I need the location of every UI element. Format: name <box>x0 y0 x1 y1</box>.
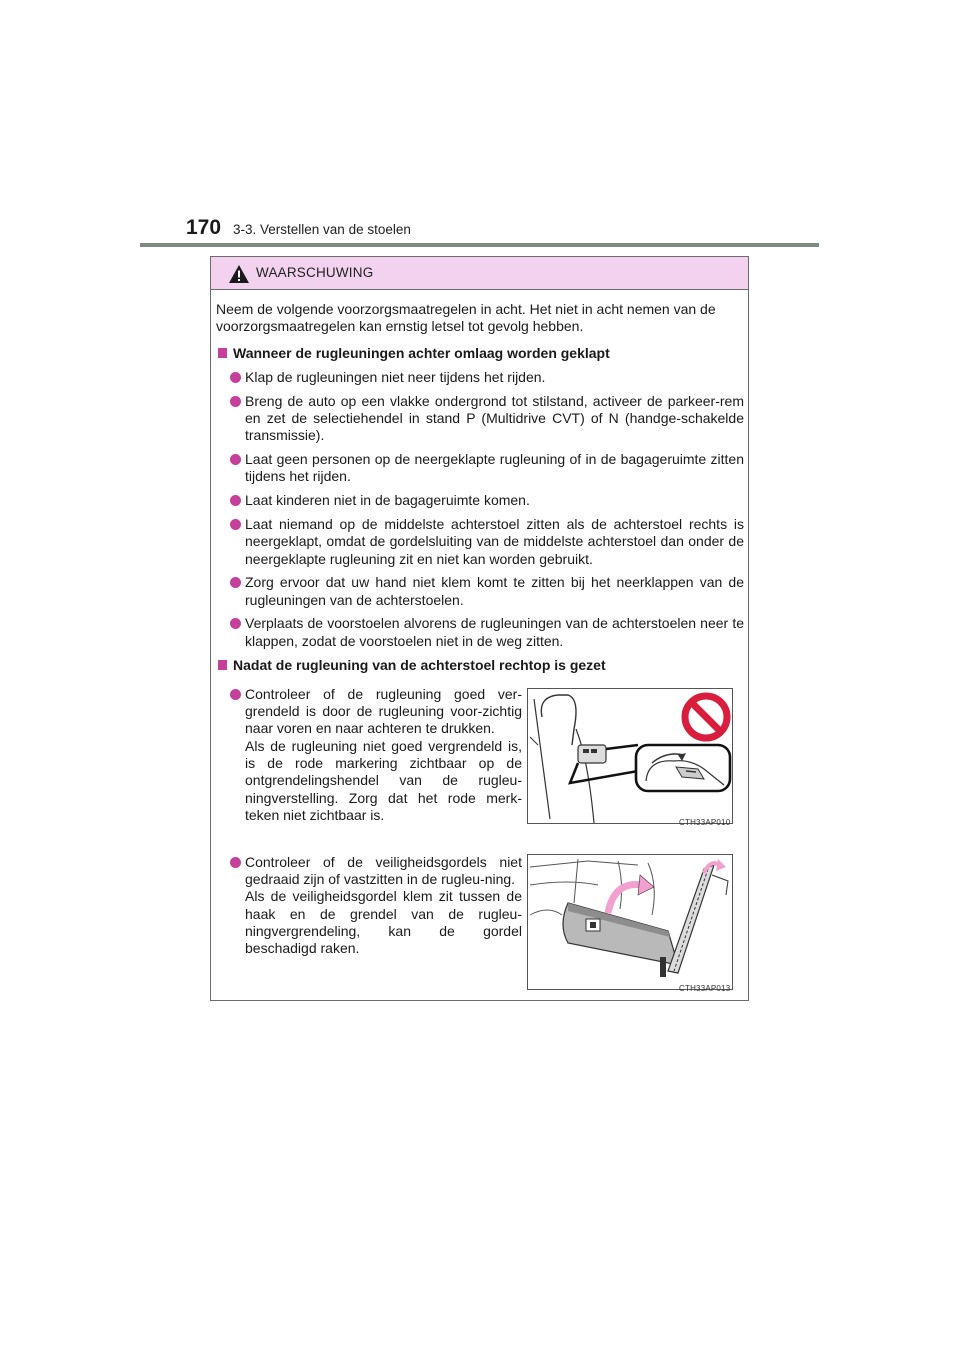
figure-item-lock-check <box>216 686 744 854</box>
square-bullet-icon <box>218 348 227 358</box>
warning-intro: Neem de volgende voorzorgsmaatregelen in acht. Het niet in acht nemen van de voorzorgsmaatregelen kan ernstig letsel tot gevolg hebben. <box>216 301 716 335</box>
round-bullet-icon <box>230 519 241 530</box>
list-item: Controleer of de rugleuning goed ver-grendeld is door de rugleuning voor-zichtig naar voren en naar achteren te drukken. Als de rugleuning niet goed vergrendeld is, is de rode markering zichtbaar op de ontgrendelingshendel van de rugleu-ningverstelling. Zorg dat het rode merk-teken niet zichtbaar is. <box>216 686 522 824</box>
figure-seatbelt <box>527 854 733 990</box>
list-item: Laat kinderen niet in de bagageruimte komen. <box>216 492 744 509</box>
warning-body <box>216 301 744 1004</box>
warning-box <box>210 256 749 1001</box>
section-title: 3-3. Verstellen van de stoelen <box>233 222 411 237</box>
warning-triangle-icon <box>228 264 250 284</box>
square-bullet-icon <box>218 660 227 670</box>
list-item: Verplaats de voorstoelen alvorens de rugleuningen van de achterstoelen neer te klappen, zodat de voorstoelen niet in de weg zitten. <box>216 615 744 650</box>
subheading-upright: Nadat de rugleuning van de achterstoel rechtop is gezet <box>216 657 744 674</box>
subheading-folding: Wanneer de rugleuningen achter omlaag worden geklapt <box>216 345 744 362</box>
seat-lock-lever-illustration <box>528 689 732 823</box>
list-item: Zorg ervoor dat uw hand niet klem komt te zitten bij het neerklappen van de rugleuningen van de achterstoelen. <box>216 574 744 609</box>
warning-header <box>211 257 748 290</box>
list-item: Laat geen personen op de neergeklapte rugleuning of in de bagageruimte zitten tijdens het rijden. <box>216 451 744 486</box>
figure-code: CTH33AP010 <box>679 817 731 827</box>
seatbelt-illustration <box>528 855 732 989</box>
round-bullet-icon <box>230 396 241 407</box>
figure-code: CTH33AP013 <box>679 983 731 993</box>
round-bullet-icon <box>230 689 241 700</box>
round-bullet-icon <box>230 454 241 465</box>
round-bullet-icon <box>230 372 241 383</box>
figure-lock-lever <box>527 688 733 824</box>
round-bullet-icon <box>230 495 241 506</box>
list-item: Breng de auto op een vlakke ondergrond tot stilstand, activeer de parkeer-rem en zet de selectiehendel in stand P (Multidrive CVT) of N (handge-schakelde transmissie). <box>216 393 744 445</box>
header-rule <box>140 243 819 247</box>
list-item: Klap de rugleuningen niet neer tijdens het rijden. <box>216 369 744 386</box>
figure-item-belt-check <box>216 854 744 1004</box>
list-item: Controleer of de veiligheidsgordels niet gedraaid zijn of vastzitten in de rugleu-ning. Als de veiligheidsgordel klem zit tussen de haak en de grendel van de rugleu-ningvergrendeling, kan de gordel beschadigd raken. <box>216 854 522 958</box>
list-item: Laat niemand op de middelste achterstoel zitten als de achterstoel rechts is neergeklapt, omdat de gordelsluiting van de middelste achterstoel dan onder de neergeklapte rugleuning zit en niet kan worden gebruikt. <box>216 516 744 568</box>
round-bullet-icon <box>230 857 241 868</box>
round-bullet-icon <box>230 577 241 588</box>
round-bullet-icon <box>230 618 241 629</box>
page-number: 170 <box>186 216 222 239</box>
warning-label: WAARSCHUWING <box>256 265 374 280</box>
